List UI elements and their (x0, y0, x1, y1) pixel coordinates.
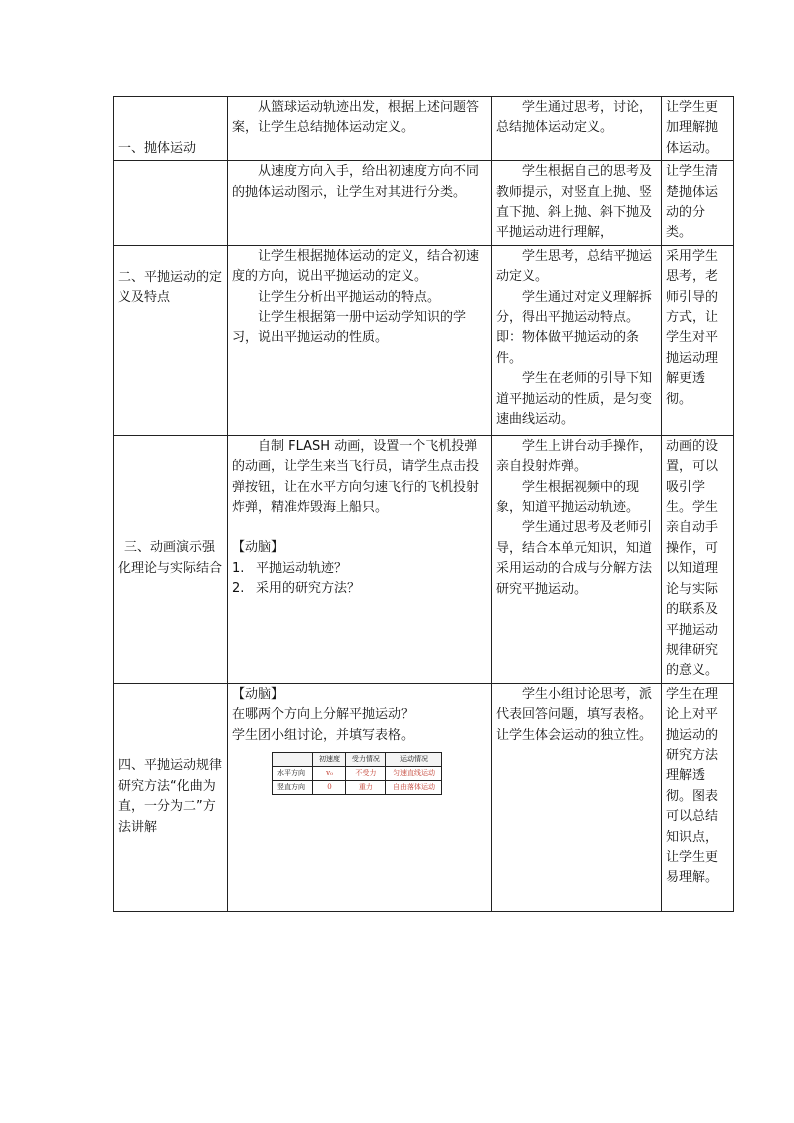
intent-text: 采用学生思考，老师引导的方式，让学生对平抛运动理解更透彻。 (666, 248, 719, 407)
design-intent-cell (662, 245, 734, 435)
mini-cell: 自由落体运动 (386, 780, 442, 794)
teacher-paragraph: 自制 FLASH 动画，设置一个飞机投弹的动画，让学生来当飞行员，请学生点击投弹按钮，让在水平方向匀速飞行的飞机投射炸弹，精准炸毁海上船只。 (232, 438, 480, 516)
teacher-paragraph: 让学生分析出平抛运动的特点。 (258, 289, 441, 305)
teacher-activity-cell (228, 435, 492, 683)
student-paragraph: 学生小组讨论思考，派代表回答问题，填写表格。让学生体会运动的独立性。 (496, 686, 653, 743)
mini-cell: v₀ (313, 766, 345, 780)
student-paragraph: 学生在老师的引导下知道平抛运动的性质，是匀变速曲线运动。 (496, 371, 653, 428)
teacher-activity-cell (228, 683, 492, 911)
student-paragraph: 学生通过思考，讨论，总结抛体运动定义。 (496, 100, 653, 136)
student-activity-cell (492, 97, 662, 161)
mini-header: 初速度 (313, 752, 345, 766)
table-row (114, 435, 734, 683)
table-row (114, 161, 734, 246)
mini-header (273, 752, 313, 766)
design-intent-cell (662, 161, 734, 246)
list-number: 1. (232, 560, 245, 576)
student-activity-cell (492, 683, 662, 911)
intent-text: 动画的设置，可以吸引学生。学生亲自动手操作，可以知道理论与实际的联系及平抛运动规律研究的意义。 (666, 438, 719, 679)
list-item (232, 559, 488, 579)
teacher-paragraph: 从篮球运动轨迹出发，根据上述问题答案，让学生总结抛体运动定义。 (232, 100, 480, 136)
think-tag: 【动脑】 (232, 686, 285, 702)
section-cell (114, 683, 228, 911)
section-title: 三、动画演示强化理论与实际结合 (118, 540, 223, 576)
table-row (114, 245, 734, 435)
design-intent-cell (662, 97, 734, 161)
teacher-paragraph: 学生团小组讨论，并填写表格。 (232, 727, 415, 743)
list-number: 2. (232, 581, 245, 597)
teacher-paragraph: 让学生根据第一册中运动学知识的学习，说出平抛运动的性质。 (232, 310, 467, 346)
table-row (114, 683, 734, 911)
table-row (114, 97, 734, 161)
mini-cell: 竖直方向 (273, 780, 313, 794)
student-activity-cell (492, 245, 662, 435)
list-item (232, 579, 488, 599)
teacher-activity-cell (228, 245, 492, 435)
intent-text: 让学生清楚抛体运动的分类。 (666, 164, 719, 241)
section-cell (114, 245, 228, 435)
motion-decomposition-table-image (272, 752, 442, 795)
student-paragraph: 学生通过思考及老师引导，结合本单元知识，知道采用运动的合成与分解方法研究平抛运动。 (496, 520, 653, 597)
intent-text: 学生在理论上对平抛运动的研究方法理解透彻。图表可以总结知识点，让学生更易理解。 (666, 686, 719, 886)
mini-cell: 重力 (345, 780, 385, 794)
list-text: 平抛运动轨迹？ (256, 560, 348, 576)
student-paragraph: 学生通过对定义理解拆分，得出平抛运动特点。即：物体做平抛运动的条件。 (496, 289, 653, 366)
mini-header: 运动情况 (386, 752, 442, 766)
question-list (232, 559, 488, 600)
section-title: 二、平抛运动的定义及特点 (118, 269, 223, 306)
section-cell (114, 161, 228, 246)
section-title: 四、平抛运动规律研究方法“化曲为直，一分为二”方法讲解 (118, 758, 223, 835)
mini-cell: 匀速直线运动 (386, 766, 442, 780)
student-activity-cell (492, 161, 662, 246)
section-cell (114, 97, 228, 161)
mini-cell: 水平方向 (273, 766, 313, 780)
mini-header: 受力情况 (345, 752, 385, 766)
think-tag: 【动脑】 (232, 540, 285, 556)
mini-cell: 0 (313, 780, 345, 794)
teacher-activity-cell (228, 161, 492, 246)
section-title: 一、抛体运动 (118, 140, 197, 156)
student-paragraph: 学生思考，总结平抛运动定义。 (496, 248, 653, 285)
mini-cell: 不受力 (345, 766, 385, 780)
design-intent-cell (662, 683, 734, 911)
teacher-paragraph: 从速度方向入手，给出初速度方向不同的抛体运动图示，让学生对其进行分类。 (232, 164, 480, 200)
list-text: 采用的研究方法？ (256, 581, 361, 597)
student-paragraph: 学生根据自己的思考及教师提示，对竖直上抛、竖直下抛、斜上抛、斜下抛及平抛运动进行理解， (496, 164, 653, 241)
student-paragraph: 学生上讲台动手操作，亲自投射炸弹。 (496, 438, 653, 475)
intent-text: 让学生更加理解抛体运动。 (666, 100, 719, 156)
teacher-activity-cell (228, 97, 492, 161)
student-paragraph: 学生根据视频中的现象，知道平抛运动轨迹。 (496, 479, 640, 516)
lesson-plan-table (113, 96, 734, 912)
teacher-paragraph: 在哪两个方向上分解平抛运动？ (232, 707, 415, 723)
section-cell (114, 435, 228, 683)
student-activity-cell (492, 435, 662, 683)
teacher-paragraph: 让学生根据抛体运动的定义，结合初速度的方向，说出平抛运动的定义。 (232, 248, 480, 285)
design-intent-cell (662, 435, 734, 683)
